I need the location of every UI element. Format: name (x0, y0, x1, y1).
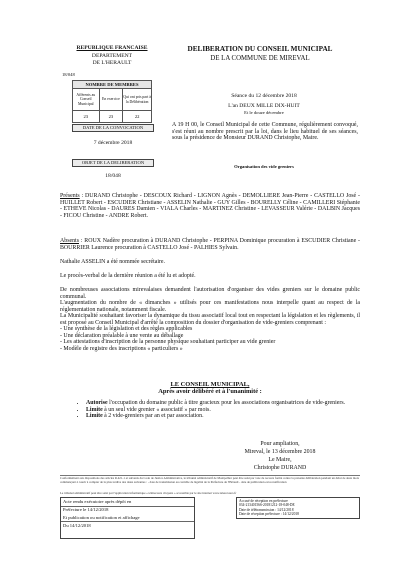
absents-label: Absents (60, 238, 79, 244)
absents-list: : ROUX Nadère procuration à DURAND Christophe - PERPINA Dominique procuration à ESCUDIER Christiane - BOURRIER Laurence procuration à CASTELLO José - PALHIES Sylvain. (60, 238, 360, 251)
republic-label: REPUBLIQUE FRANCAISE (76, 45, 148, 51)
seance-day: Et le douze décembre (244, 110, 284, 115)
members-value-exercice: 23 (99, 111, 123, 123)
members-value-votants: 22 (123, 111, 152, 123)
absents-paragraph (60, 238, 360, 251)
signature-ampliation: Pour ampliation, (260, 441, 300, 447)
members-col-afferents: Afférents au Conseil Municipal (73, 89, 100, 111)
receipt-transmission-date: Date de télétransmission : 14/12/2018 (239, 507, 294, 512)
prefecture-receipt-stamp (236, 497, 360, 519)
department-name: DE L'HERAULT (92, 60, 132, 66)
seance-year: L'an DEUX MILLE DIX-HUIT (228, 103, 300, 109)
reference-number: 18/048 (62, 72, 75, 77)
intro-paragraph: A 19 H 00, le Conseil Municipal de cette Commune, régulièrement convoqué, s'est réuni au nombre prescrit par la loi, dans le lieu habituel de ses séances, sous la présidence de Monsieur DURAND Christophe, Maire. (172, 122, 358, 141)
body-item-3: - Les attestations d'inscription de la personne physique souhaitant participer au vide grenier (60, 339, 276, 345)
footer-legal-telerecours: Le tribunal administratif peut être saisi par l'application informatique « télérecours citoyens » accessible par le site internet www.telerecours.fr (60, 491, 237, 495)
objet-title: Organisation des vide greniers (234, 164, 294, 169)
body-item-2: - Une déclaration préalable à une vente au déballage (60, 332, 184, 339)
body-text (60, 287, 360, 352)
decision-verb: Limite (86, 413, 103, 419)
decision-subheading: Après avoir délibéré et à l'unanimité : (158, 388, 262, 395)
executory-line-1: Acte rendu exécutoire après dépôt en (63, 499, 132, 504)
signature-title: Le Maire, (268, 457, 292, 463)
executory-box (60, 497, 195, 539)
objet-label: OBJET DE LA DELIBERATION (72, 159, 154, 167)
decision-verb: Limite (86, 406, 103, 413)
decision-heading: LE CONSEIL MUNICIPAL, (170, 381, 250, 388)
footer-legal: Conformément aux dispositions des articles R.421-1 et suivants du Code de Justice Administrative, le tribunal administratif de Montpellier peut être saisi par voie de recours formé contre la présente délibération pendant un délai de deux mois commençant à courir à compter de la plus tardive des dates suivantes : - date de transmission au contrôle de légalité de la Préfecture de l'Hérault - date de publication et/ou notification (60, 476, 359, 484)
members-col-exercice: En exercice (99, 89, 123, 111)
decision-text: à 2 vide-greniers par an et par association. (102, 413, 204, 419)
decision-text: à un seul vide grenier « associatif » par mois. (102, 406, 211, 413)
receipt-title: Accusé de réception en préfecture (239, 499, 288, 503)
body-item-1: - Une synthèse de la législation et des règles applicables (60, 326, 193, 332)
body-item-4: - Modèle de registre des inscriptions « particuliers » (60, 345, 183, 352)
department-label: DEPARTEMENT (91, 53, 133, 59)
minutes-line: Le procès-verbal de la dernière réunion a été lu et adopté. (60, 273, 196, 279)
members-col-votants: Qui ont pris part à la Délibération (123, 89, 152, 111)
presents-label: Présents (60, 193, 80, 199)
decision-item (86, 413, 386, 420)
objet-number: 18/048 (105, 173, 121, 179)
page-subtitle: DE LA COMMUNE DE MIREVAL (210, 55, 310, 62)
receipt-reference: 034-213401566-20181212-18-048-DE (239, 503, 295, 508)
convocation-date: 7 décembre 2018 (93, 140, 133, 146)
decision-verb: Autorise (86, 400, 108, 406)
members-title: NOMBRE DE MEMBRES (73, 81, 152, 89)
secretary-line: Nathalie ASSELIN a été nommée secrétaire. (60, 259, 166, 265)
decision-list (60, 400, 386, 420)
presents-list: : DURAND Christophe - DESCOUX Richard - LIGNON Agnès - DEMOLLIERE Jean-Pierre - CASTELLO José - HUILLET Robert - ESCUDIER Christiane - ASSELIN Nathalie - GUY Gilles - BOURELLY Céline - CAMILLERI Stéphanie - ETHEVE Nicolas - DAURES Damien - VIALA Charles - MARTINEZ Christine - LEVASSEUR Valérie - DALBIN Jacques - FICOU Christine - ANDRE Robert. (60, 193, 360, 219)
executory-line-3: Et publication ou notification et affichage (63, 515, 140, 521)
page-title: DELIBERATION DU CONSEIL MUNICIPAL (187, 45, 333, 53)
members-table (72, 80, 152, 123)
presents-paragraph (60, 193, 360, 219)
body-paragraph-2: L'augmentation du nombre de « dimanches » utilisés pour ces manifestations nous interpelle quant au respect de la réglementation nationale, notamment fiscale. (60, 300, 360, 313)
executory-line-4: Du 14/12/2018 (61, 521, 194, 530)
body-paragraph-1: De nombreuses associations mirevalaises demandent l'autorisation d'organiser des vides greniers sur le domaine public communal. (60, 287, 360, 300)
body-paragraph-3: La Municipalité souhaitant favoriser la dynamique du tissu associatif local tout en respectant la législation et les règlements, il est proposé au Conseil Municipal d'arrêté la composition du dossier d'organisation de vide-greniers comprenant : (60, 313, 360, 326)
signature-name: Christophe DURAND (253, 465, 307, 471)
members-value-afferents: 23 (73, 111, 100, 123)
seance-date: Séance du 12 décembre 2018 (231, 93, 297, 99)
signature-place-date: Mireval, le 13 décembre 2018 (244, 449, 316, 455)
convocation-label: DATE DE LA CONVOCATION (72, 124, 154, 132)
decision-text: l'occupation du domaine public à titre gracieux pour les associations organisatrices de vide-greniers. (107, 400, 346, 406)
executory-line-2: Préfecture le 14/12/2018 (61, 506, 194, 513)
receipt-reception-date: Date de réception préfecture : 14/12/2018 (239, 512, 299, 517)
